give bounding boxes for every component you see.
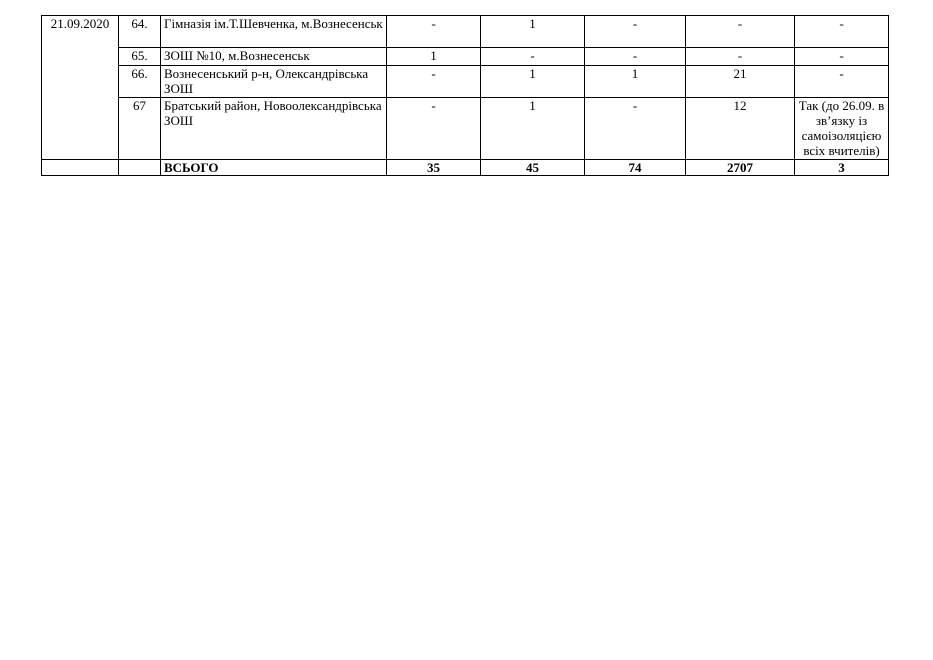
total-label: ВСЬОГО bbox=[161, 160, 387, 176]
value-cell: - bbox=[686, 16, 795, 48]
row-number: 64. bbox=[119, 16, 161, 48]
note-cell: - bbox=[795, 16, 889, 48]
school-name: Вознесенський р-н, Олександрівська ЗОШ bbox=[161, 66, 387, 98]
total-value: 3 bbox=[795, 160, 889, 176]
value-cell: 21 bbox=[686, 66, 795, 98]
school-name: ЗОШ №10, м.Вознесенськ bbox=[161, 48, 387, 66]
note-cell: Так (до 26.09. в зв’язку із самоізоляцією всіх вчителів) bbox=[795, 98, 889, 160]
note-cell: - bbox=[795, 48, 889, 66]
value-cell: 1 bbox=[481, 98, 585, 160]
total-row bbox=[42, 160, 889, 176]
value-cell: 1 bbox=[481, 66, 585, 98]
total-value: 45 bbox=[481, 160, 585, 176]
value-cell: - bbox=[585, 98, 686, 160]
row-number: 65. bbox=[119, 48, 161, 66]
table-row bbox=[42, 16, 889, 48]
value-cell: - bbox=[481, 48, 585, 66]
table-row bbox=[42, 48, 889, 66]
empty-cell bbox=[119, 160, 161, 176]
empty-cell bbox=[42, 160, 119, 176]
total-value: 35 bbox=[387, 160, 481, 176]
value-cell: - bbox=[585, 48, 686, 66]
value-cell: 12 bbox=[686, 98, 795, 160]
table-row bbox=[42, 66, 889, 98]
school-name: Гімназія ім.Т.Шевченка, м.Вознесенськ bbox=[161, 16, 387, 48]
value-cell: - bbox=[686, 48, 795, 66]
value-cell: 1 bbox=[481, 16, 585, 48]
school-name: Братський район, Новоолександрівська ЗОШ bbox=[161, 98, 387, 160]
value-cell: 1 bbox=[585, 66, 686, 98]
value-cell: - bbox=[387, 16, 481, 48]
value-cell: - bbox=[387, 66, 481, 98]
total-value: 74 bbox=[585, 160, 686, 176]
table-row bbox=[42, 98, 889, 160]
value-cell: - bbox=[585, 16, 686, 48]
row-number: 67 bbox=[119, 98, 161, 160]
date-cell: 21.09.2020 bbox=[42, 16, 119, 160]
schools-table bbox=[41, 15, 889, 176]
value-cell: - bbox=[387, 98, 481, 160]
total-value: 2707 bbox=[686, 160, 795, 176]
value-cell: 1 bbox=[387, 48, 481, 66]
row-number: 66. bbox=[119, 66, 161, 98]
note-cell: - bbox=[795, 66, 889, 98]
